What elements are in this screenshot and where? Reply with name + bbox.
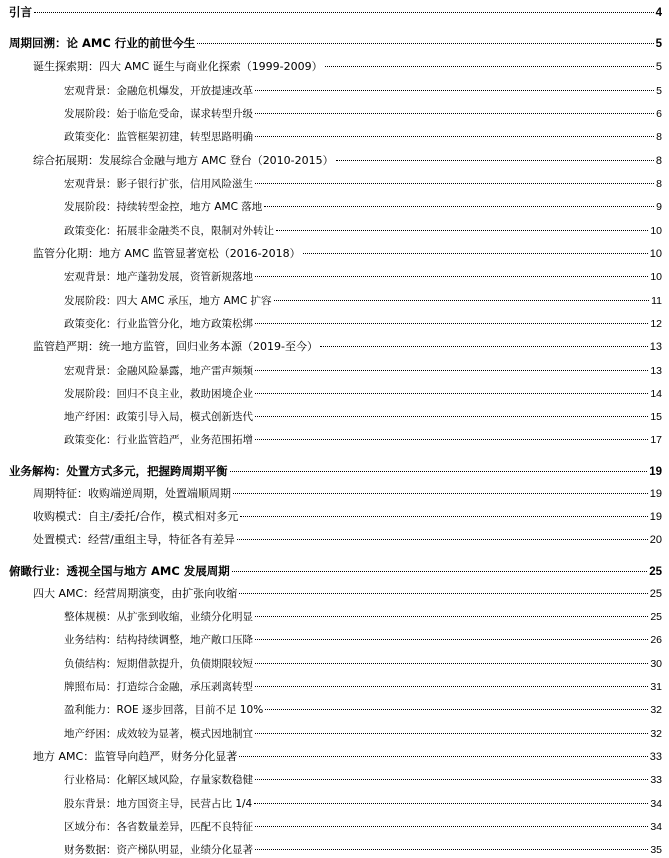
toc-entry[interactable] bbox=[64, 796, 662, 812]
toc-entry[interactable] bbox=[64, 632, 662, 648]
dot-leader bbox=[255, 370, 648, 371]
toc-entry-title: 监管趋严期：统一地方监管，回归业务本源（2019-至今） bbox=[33, 340, 318, 353]
toc-entry[interactable] bbox=[33, 509, 662, 525]
toc-entry-page-number: 8 bbox=[656, 131, 662, 143]
dot-leader bbox=[255, 136, 654, 137]
dot-leader bbox=[240, 516, 647, 517]
dot-leader bbox=[197, 43, 653, 44]
toc-entry-page-number: 35 bbox=[650, 844, 662, 856]
toc-entry-title: 财务数据：资产梯队明显，业绩分化显著 bbox=[64, 844, 253, 856]
dot-leader bbox=[255, 686, 648, 687]
toc-entry-page-number: 10 bbox=[650, 271, 662, 283]
toc-entry-title: 周期回溯：论 AMC 行业的前世今生 bbox=[9, 36, 196, 50]
toc-entry[interactable] bbox=[9, 563, 662, 580]
toc-entry-title: 股东背景：地方国资主导，民营占比 1/4 bbox=[64, 798, 253, 810]
toc-entry-title: 四大 AMC：经营周期演变，由扩张向收缩 bbox=[33, 587, 238, 600]
toc-entry[interactable] bbox=[9, 4, 662, 21]
toc-entry-title: 发展阶段：始于临危受命，谋求转型升级 bbox=[64, 108, 253, 120]
toc-entry[interactable] bbox=[33, 153, 662, 169]
toc-entry-title: 业务结构：结构持续调整，地产敞口压降 bbox=[64, 634, 253, 646]
toc-entry-title: 行业格局：化解区域风险，存量家数稳健 bbox=[64, 774, 253, 786]
toc-entry-page-number: 14 bbox=[650, 388, 662, 400]
dot-leader bbox=[303, 253, 648, 254]
toc-entry-page-number: 19 bbox=[649, 511, 662, 523]
toc-entry-page-number: 25 bbox=[649, 566, 662, 578]
toc-entry[interactable] bbox=[64, 679, 662, 695]
dot-leader bbox=[325, 66, 654, 67]
toc-entry-title: 宏观背景：金融风险暴露，地产雷声频频 bbox=[64, 365, 253, 377]
toc-entry[interactable] bbox=[9, 463, 662, 480]
dot-leader bbox=[255, 733, 648, 734]
toc-entry-page-number: 13 bbox=[649, 341, 662, 353]
dot-leader bbox=[237, 539, 648, 540]
toc-entry-title: 地产纾困：成效较为显著，模式因地制宜 bbox=[64, 728, 253, 740]
dot-leader bbox=[276, 230, 648, 231]
toc-entry-page-number: 19 bbox=[649, 488, 662, 500]
toc-entry-title: 政策变化：监管框架初建，转型思路明确 bbox=[64, 131, 253, 143]
dot-leader bbox=[255, 323, 648, 324]
toc-entry[interactable] bbox=[64, 609, 662, 625]
toc-entry[interactable] bbox=[64, 409, 662, 425]
toc-entry-page-number: 17 bbox=[650, 434, 662, 446]
toc-entry-title: 宏观背景：地产蓬勃发展，资管新规落地 bbox=[64, 271, 253, 283]
toc-entry-page-number: 4 bbox=[655, 7, 662, 19]
toc-entry-title: 综合拓展期：发展综合金融与地方 AMC 登台（2010-2015） bbox=[33, 154, 334, 167]
toc-entry[interactable] bbox=[64, 772, 662, 788]
toc-entry[interactable] bbox=[64, 432, 662, 448]
toc-entry-page-number: 5 bbox=[656, 85, 662, 97]
toc-entry-page-number: 32 bbox=[650, 728, 662, 740]
dot-leader bbox=[255, 616, 648, 617]
toc-entry[interactable] bbox=[33, 532, 662, 548]
dot-leader bbox=[255, 276, 648, 277]
toc-entry[interactable] bbox=[64, 386, 662, 402]
toc-entry[interactable] bbox=[33, 749, 662, 765]
dot-leader bbox=[255, 393, 648, 394]
dot-leader bbox=[254, 803, 648, 804]
dot-leader bbox=[255, 90, 654, 91]
toc-entry-title: 宏观背景：金融危机爆发，开放提速改革 bbox=[64, 85, 253, 97]
dot-leader bbox=[230, 471, 648, 472]
dot-leader bbox=[265, 709, 648, 710]
toc-entry-page-number: 34 bbox=[650, 798, 662, 810]
dot-leader bbox=[239, 593, 648, 594]
toc-entry-page-number: 32 bbox=[650, 704, 662, 716]
dot-leader bbox=[233, 493, 648, 494]
toc-entry-page-number: 33 bbox=[649, 751, 662, 763]
toc-entry-title: 引言 bbox=[9, 5, 32, 19]
dot-leader bbox=[255, 826, 648, 827]
toc-entry-page-number: 5 bbox=[655, 61, 662, 73]
toc-entry-title: 业务解构：处置方式多元，把握跨周期平衡 bbox=[9, 464, 228, 478]
toc-entry-title: 发展阶段：回归不良主业，救助困境企业 bbox=[64, 388, 253, 400]
toc-entry-title: 收购模式：自主/委托/合作，模式相对多元 bbox=[33, 510, 239, 523]
dot-leader bbox=[255, 779, 648, 780]
toc-entry-title: 地方 AMC：监管导向趋严，财务分化显著 bbox=[33, 750, 238, 763]
dot-leader bbox=[336, 160, 654, 161]
toc-entry[interactable] bbox=[64, 106, 662, 122]
dot-leader bbox=[255, 639, 648, 640]
toc-entry[interactable] bbox=[9, 35, 662, 52]
toc-entry[interactable] bbox=[64, 316, 662, 332]
toc-entry-page-number: 34 bbox=[650, 821, 662, 833]
toc-entry-title: 地产纾困：政策引导入局，模式创新迭代 bbox=[64, 411, 253, 423]
dot-leader bbox=[320, 346, 648, 347]
dot-leader bbox=[255, 439, 648, 440]
toc-entry-page-number: 25 bbox=[649, 588, 662, 600]
toc-entry-title: 负债结构：短期借款提升，负债期限较短 bbox=[64, 658, 253, 670]
toc-entry[interactable] bbox=[33, 246, 662, 262]
dot-leader bbox=[255, 113, 654, 114]
toc-entry[interactable] bbox=[33, 59, 662, 75]
toc-entry-title: 诞生探索期：四大 AMC 诞生与商业化探索（1999-2009） bbox=[33, 60, 323, 73]
toc-entry-page-number: 30 bbox=[650, 658, 662, 670]
toc-entry-title: 处置模式：经营/重组主导，特征各有差异 bbox=[33, 533, 235, 546]
toc-entry-title: 整体规模：从扩张到收缩，业绩分化明显 bbox=[64, 611, 253, 623]
dot-leader bbox=[232, 571, 647, 572]
toc-entry-title: 发展阶段：四大 AMC 承压，地方 AMC 扩容 bbox=[64, 295, 272, 307]
toc-entry[interactable] bbox=[33, 486, 662, 502]
toc-entry-page-number: 31 bbox=[650, 681, 662, 693]
toc-entry-page-number: 19 bbox=[649, 466, 662, 478]
toc-entry-page-number: 10 bbox=[649, 248, 662, 260]
toc-entry-title: 俯瞰行业：透视全国与地方 AMC 发展周期 bbox=[9, 564, 230, 578]
toc-entry[interactable] bbox=[64, 176, 662, 192]
toc-entry[interactable] bbox=[64, 819, 662, 835]
toc-entry-page-number: 9 bbox=[656, 201, 662, 213]
dot-leader bbox=[255, 183, 654, 184]
toc-entry-page-number: 25 bbox=[650, 611, 662, 623]
toc-entry[interactable] bbox=[33, 339, 662, 355]
toc-entry[interactable] bbox=[33, 586, 662, 602]
toc-entry-page-number: 26 bbox=[650, 634, 662, 646]
toc-entry-page-number: 8 bbox=[656, 178, 662, 190]
dot-leader bbox=[255, 416, 648, 417]
toc-entry[interactable] bbox=[64, 129, 662, 145]
toc-entry-title: 盈利能力：ROE 逐步回落，目前不足 10% bbox=[64, 704, 264, 716]
toc-entry-title: 发展阶段：持续转型金控，地方 AMC 落地 bbox=[64, 201, 263, 213]
dot-leader bbox=[264, 206, 654, 207]
toc-entry-page-number: 10 bbox=[650, 225, 662, 237]
dot-leader bbox=[255, 663, 648, 664]
toc-entry-page-number: 33 bbox=[650, 774, 662, 786]
toc-entry[interactable] bbox=[64, 656, 662, 672]
toc-entry-page-number: 11 bbox=[651, 295, 662, 307]
toc-entry-title: 监管分化期：地方 AMC 监管显著宽松（2016-2018） bbox=[33, 247, 301, 260]
dot-leader bbox=[239, 756, 648, 757]
toc-entry[interactable] bbox=[64, 223, 662, 239]
toc-entry[interactable] bbox=[64, 842, 662, 858]
toc-entry-page-number: 6 bbox=[656, 108, 662, 120]
toc-entry-title: 区域分布：各省数量差异，匹配不良特征 bbox=[64, 821, 253, 833]
toc-entry-title: 牌照布局：打造综合金融，承压剥离转型 bbox=[64, 681, 253, 693]
toc-entry-page-number: 13 bbox=[650, 365, 662, 377]
toc-entry-title: 宏观背景：影子银行扩张，信用风险滋生 bbox=[64, 178, 253, 190]
toc-entry[interactable] bbox=[64, 726, 662, 742]
dot-leader bbox=[255, 849, 648, 850]
toc-entry[interactable] bbox=[64, 702, 662, 718]
toc-entry[interactable] bbox=[64, 83, 662, 99]
toc-entry-title: 周期特征：收购端逆周期，处置端顺周期 bbox=[33, 487, 231, 500]
toc-entry[interactable] bbox=[64, 199, 662, 215]
toc-entry-page-number: 20 bbox=[649, 534, 662, 546]
toc-entry-page-number: 12 bbox=[650, 318, 662, 330]
toc-entry[interactable] bbox=[64, 363, 662, 379]
dot-leader bbox=[274, 300, 650, 301]
toc-entry-title: 政策变化：行业监管分化，地方政策松绑 bbox=[64, 318, 253, 330]
toc-entry[interactable] bbox=[64, 269, 662, 285]
toc-entry-title: 政策变化：行业监管趋严，业务范围拓增 bbox=[64, 434, 253, 446]
toc-entry-page-number: 15 bbox=[650, 411, 662, 423]
toc-entry-page-number: 5 bbox=[655, 38, 662, 50]
dot-leader bbox=[34, 12, 654, 13]
toc-entry-page-number: 8 bbox=[655, 155, 662, 167]
toc-entry[interactable] bbox=[64, 293, 662, 309]
toc-entry-title: 政策变化：拓展非金融类不良，限制对外转让 bbox=[64, 225, 274, 237]
